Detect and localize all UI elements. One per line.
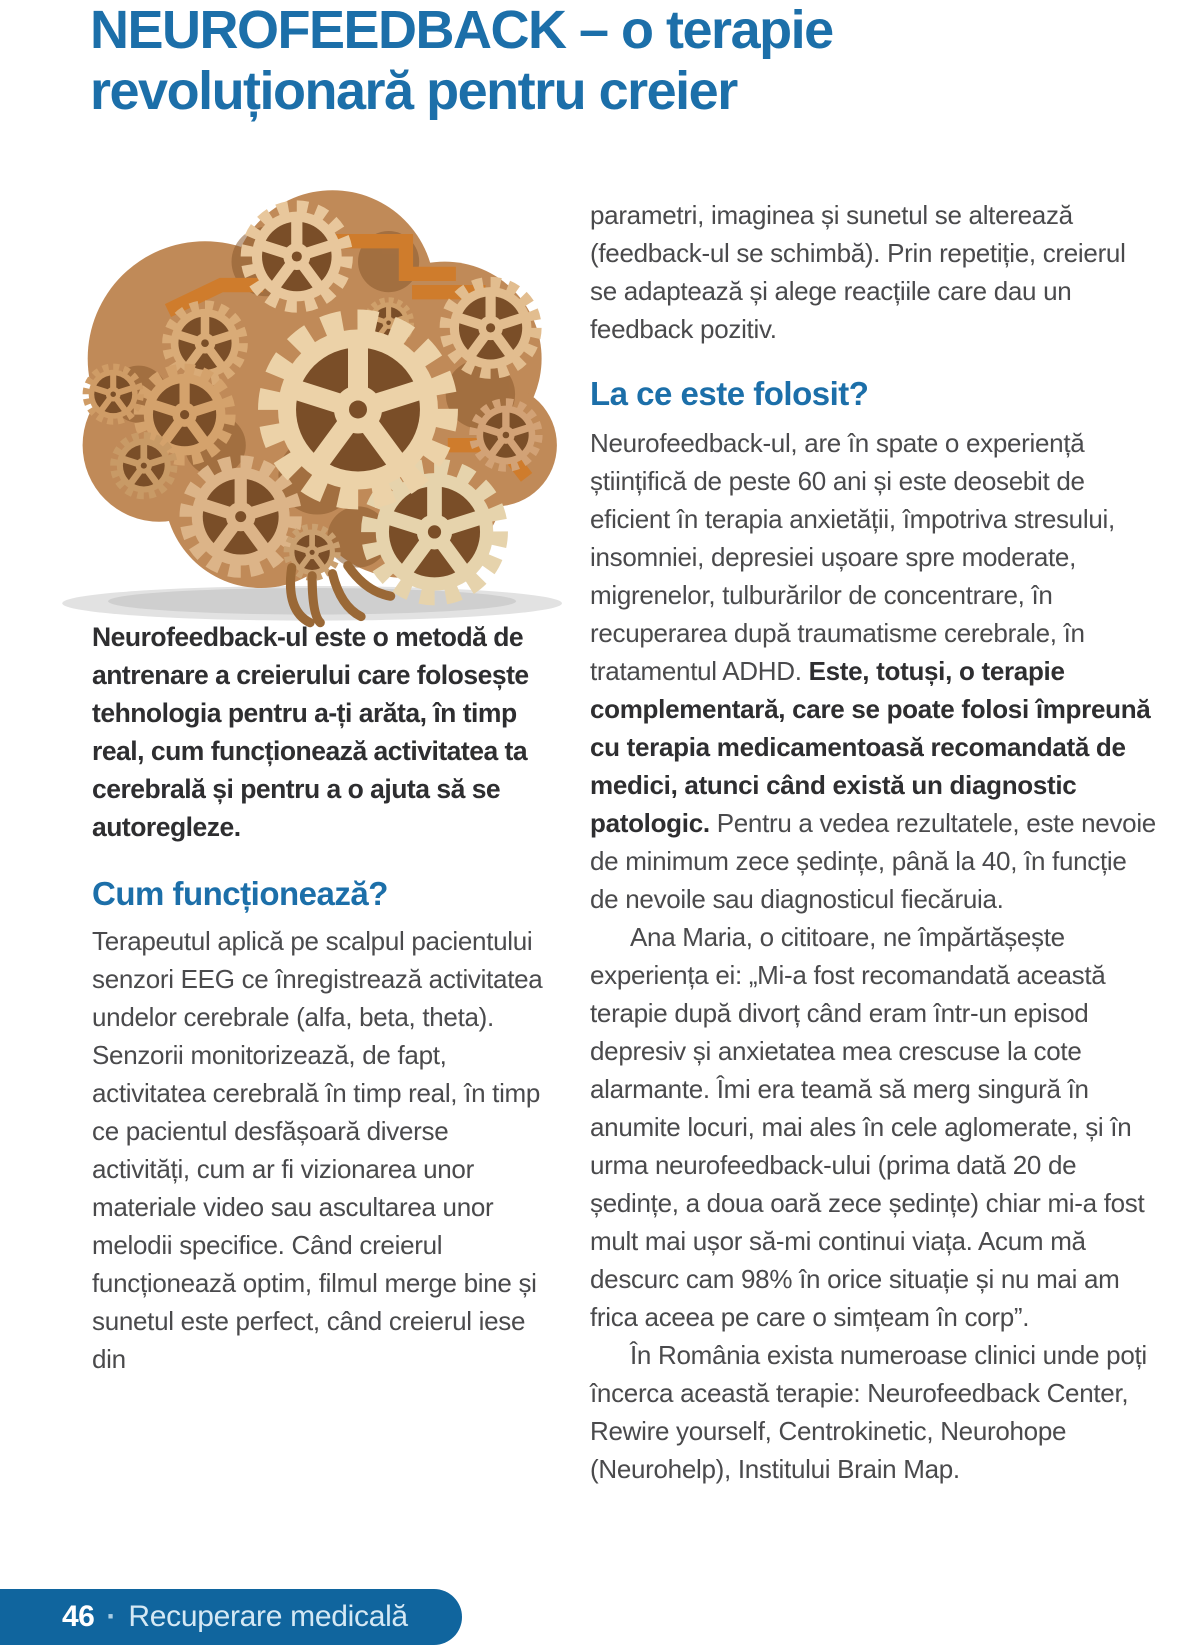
page-title-line2: revoluționară pentru creier: [90, 61, 737, 121]
left-column: [92, 618, 544, 1378]
section-heading-cum-functioneaza: Cum funcționează?: [92, 875, 388, 912]
page-number: 46: [62, 1600, 95, 1633]
brain-gears-illustration: [52, 138, 562, 630]
paragraph-text: Neurofeedback-ul, are în spate o experiență științifică de peste 60 ani și este deosebit de eficient în terapia anxietății, împotriva stresului, insomniei, depresiei ușoare spre moderate, migrenelor, tulburărilor de concentrare, în recuperarea după traumatisme cerebrale, în tratamentul ADHD.: [590, 428, 1115, 686]
article-paragraph: Terapeutul aplică pe scalpul pacientului senzori EEG ce înregistrează activitatea undelor cerebrale (alfa, beta, theta). Senzorii monitorizează, de fapt, activitatea cerebrală în timp real, în timp ce pacientul desfășoară diverse activități, cum ar fi vizionarea unor materiale video sau ascultarea unor melodii specifice. Când creierul funcționează optim, filmul merge bine și sunetul este perfect, când creierul iese din: [92, 926, 543, 1374]
paragraph-text: Pentru a vedea rezultatele, este nevoie de minimum zece ședințe, până la 40, în funcție de nevoile sau diagnosticul fiecăruia.: [590, 808, 1156, 914]
article-paragraph: Ana Maria, o cititoare, ne împărtășește experiența ei: „Mi-a fost recomandată această terapie după divorț când eram într-un episod depresiv și anxietatea mea crescuse la cote alarmante. Îmi era teamă să merg singură în anumite locuri, mai ales în cele aglomerate, și în urma neurofeedback-ului (prima dată 20 de ședințe, a doua oară zece ședințe) chiar mi-a fost mult mai ușor să-mi continui viața. Acum mă descurc cam 98% în orice situație și nu mai am frica aceea pe care o simțeam în corp”.: [590, 922, 1145, 1332]
footer-separator: ·: [106, 1600, 117, 1633]
article-paragraph: parametri, imaginea și sunetul se alterează (feedback-ul se schimbă). Prin repetiție, creierul se adaptează și alege reacțiile care dau un feedback pozitiv.: [590, 200, 1126, 344]
right-column: [590, 196, 1156, 1488]
page-title-line1: NEUROFEEDBACK – o terapie: [90, 0, 833, 60]
footer-section-label: Recuperare medicală: [128, 1600, 408, 1633]
footer-ribbon: [0, 1589, 462, 1645]
brain-gears-image: [52, 138, 562, 630]
page-title: [90, 0, 1150, 122]
article-paragraph: [590, 424, 1156, 918]
section-heading-la-ce-este-folosit: La ce este folosit?: [590, 375, 869, 412]
intro-paragraph: Neurofeedback-ul este o metodă de antrenare a creierului care folosește tehnologia pentru a-ți arăta, în timp real, cum funcționează activitatea ta cerebrală și pentru a o ajuta să se autoregleze.: [92, 622, 529, 842]
article-paragraph: În România exista numeroase clinici unde poți încerca această terapie: Neurofeedback Center, Rewire yourself, Centrokinetic, Neurohope (Neurohelp), Institului Brain Map.: [590, 1340, 1147, 1484]
bold-emphasis: Este, totuși, o terapie complementară, care se poate folosi împreună cu terapia medicamentoasă recomandată de medici, atunci când există un diagnostic patologic.: [590, 656, 1151, 838]
